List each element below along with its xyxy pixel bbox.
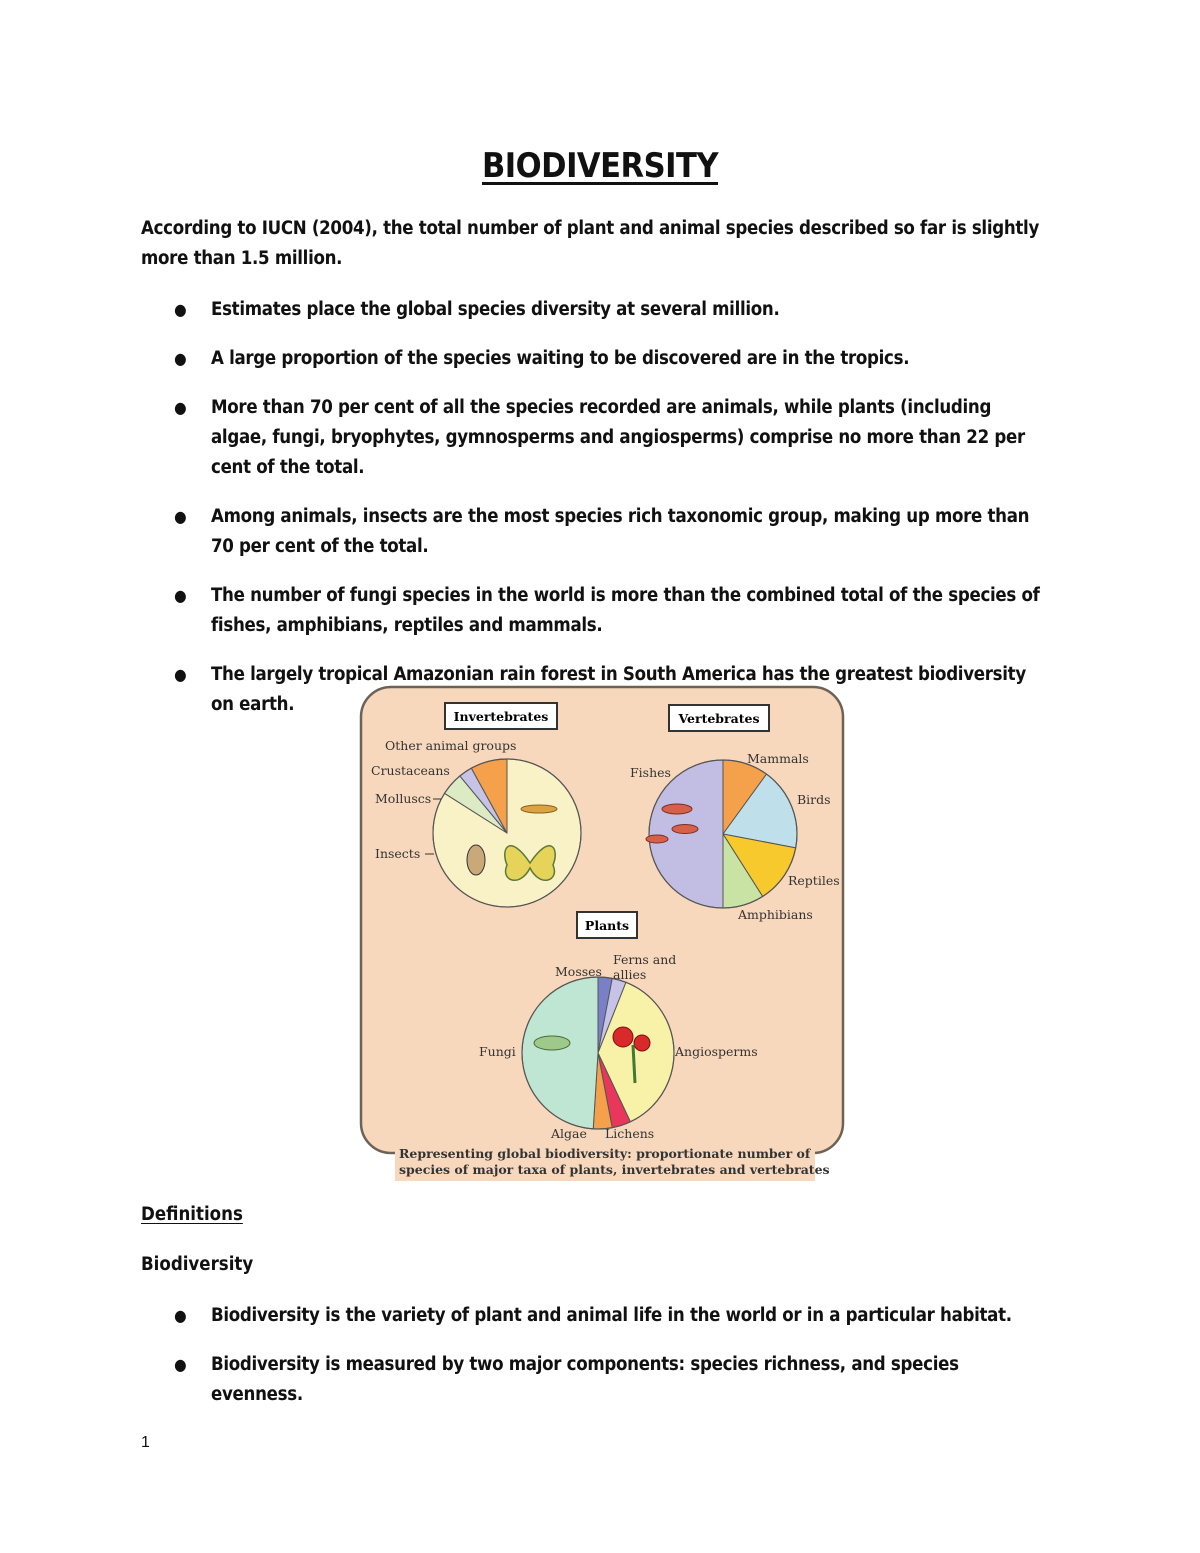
fly-icon	[467, 845, 485, 875]
invertebrates-label: Invertebrates	[453, 709, 549, 724]
bullet-icon: ●	[174, 1355, 187, 1374]
label-birds: Birds	[797, 792, 831, 807]
vertebrates-pie	[649, 760, 797, 908]
label-fungi: Fungi	[479, 1044, 516, 1059]
flower-icon	[634, 1035, 650, 1051]
bullet-icon: ●	[174, 349, 187, 368]
biodiversity-subheading: Biodiversity	[141, 1254, 254, 1275]
invertebrates-pie	[433, 759, 581, 907]
plants-label: Plants	[584, 918, 630, 933]
bullet-icon: ●	[174, 1306, 187, 1325]
figure-caption: Representing global biodiversity: proportionate number of	[399, 1146, 811, 1161]
label-ferns-and-allies: Ferns and	[613, 952, 677, 967]
list-item: ● The number of fungi species in the world is more than the combined total of the species of fishes, amphibians, reptiles and mammals.	[141, 581, 1041, 641]
bullet-icon: ●	[174, 586, 187, 605]
label-fishes: Fishes	[630, 765, 671, 780]
fish-icon	[646, 835, 668, 843]
list-item: ● A large proportion of the species waiting to be discovered are in the tropics.	[141, 344, 1041, 374]
label-algae: Algae	[551, 1126, 587, 1141]
stem-icon	[633, 1045, 635, 1083]
list-item: ● Biodiversity is the variety of plant and animal life in the world or in a particular habitat.	[141, 1301, 1041, 1331]
bullet-icon: ●	[174, 507, 187, 526]
label-amphibians: Amphibians	[738, 907, 813, 922]
page-number: 1	[141, 1434, 150, 1451]
definitions-list	[141, 1301, 1041, 1429]
larva-icon	[521, 805, 557, 813]
figure-caption: species of major taxa of plants, invertebrates and vertebrates	[399, 1162, 830, 1177]
bullet-icon: ●	[174, 398, 187, 417]
label-molluscs: Molluscs	[375, 791, 432, 806]
plants-pie	[522, 977, 674, 1129]
bullet-icon: ●	[174, 300, 187, 319]
definitions-heading: Definitions	[141, 1204, 243, 1225]
label-reptiles: Reptiles	[788, 873, 840, 888]
label-mammals: Mammals	[747, 751, 809, 766]
label-mosses: Mosses	[555, 964, 602, 979]
list-item: ● The largely tropical Amazonian rain forest in South America has the greatest biodiversity on earth.	[141, 660, 1041, 720]
mushroom-icon	[534, 1036, 570, 1050]
label-crustaceans: Crustaceans	[371, 763, 450, 778]
label-lichens: Lichens	[605, 1126, 655, 1141]
biodiversity-figure	[355, 683, 847, 1183]
list-item: ● Biodiversity is measured by two major components: species richness, and species evenness.	[141, 1350, 1041, 1410]
intro-paragraph: According to IUCN (2004), the total number of plant and animal species described so far is slightly more than 1.5 million.	[141, 218, 1040, 269]
label-other-animal-groups: Other animal groups	[385, 738, 517, 753]
page-title: BIODIVERSITY	[481, 146, 718, 186]
list-item: ● Among animals, insects are the most species rich taxonomic group, making up more than 70 per cent of the total.	[141, 502, 1041, 562]
list-item: ● Estimates place the global species diversity at several million.	[141, 295, 1041, 325]
flower-icon	[613, 1027, 633, 1047]
bullet-icon: ●	[174, 665, 187, 684]
fish-icon	[672, 825, 698, 834]
fish-icon	[662, 804, 692, 814]
label-angiosperms: Angiosperms	[675, 1044, 758, 1059]
list-item: ● More than 70 per cent of all the species recorded are animals, while plants (including algae, fungi, bryophytes, gymnosperms and angiosperms) comprise no more than 22 per cent of the total.	[141, 393, 1041, 483]
facts-list	[141, 295, 1041, 739]
vertebrates-label: Vertebrates	[678, 711, 760, 726]
label-insects: Insects	[375, 846, 421, 861]
label-ferns-and-allies: allies	[613, 967, 647, 982]
